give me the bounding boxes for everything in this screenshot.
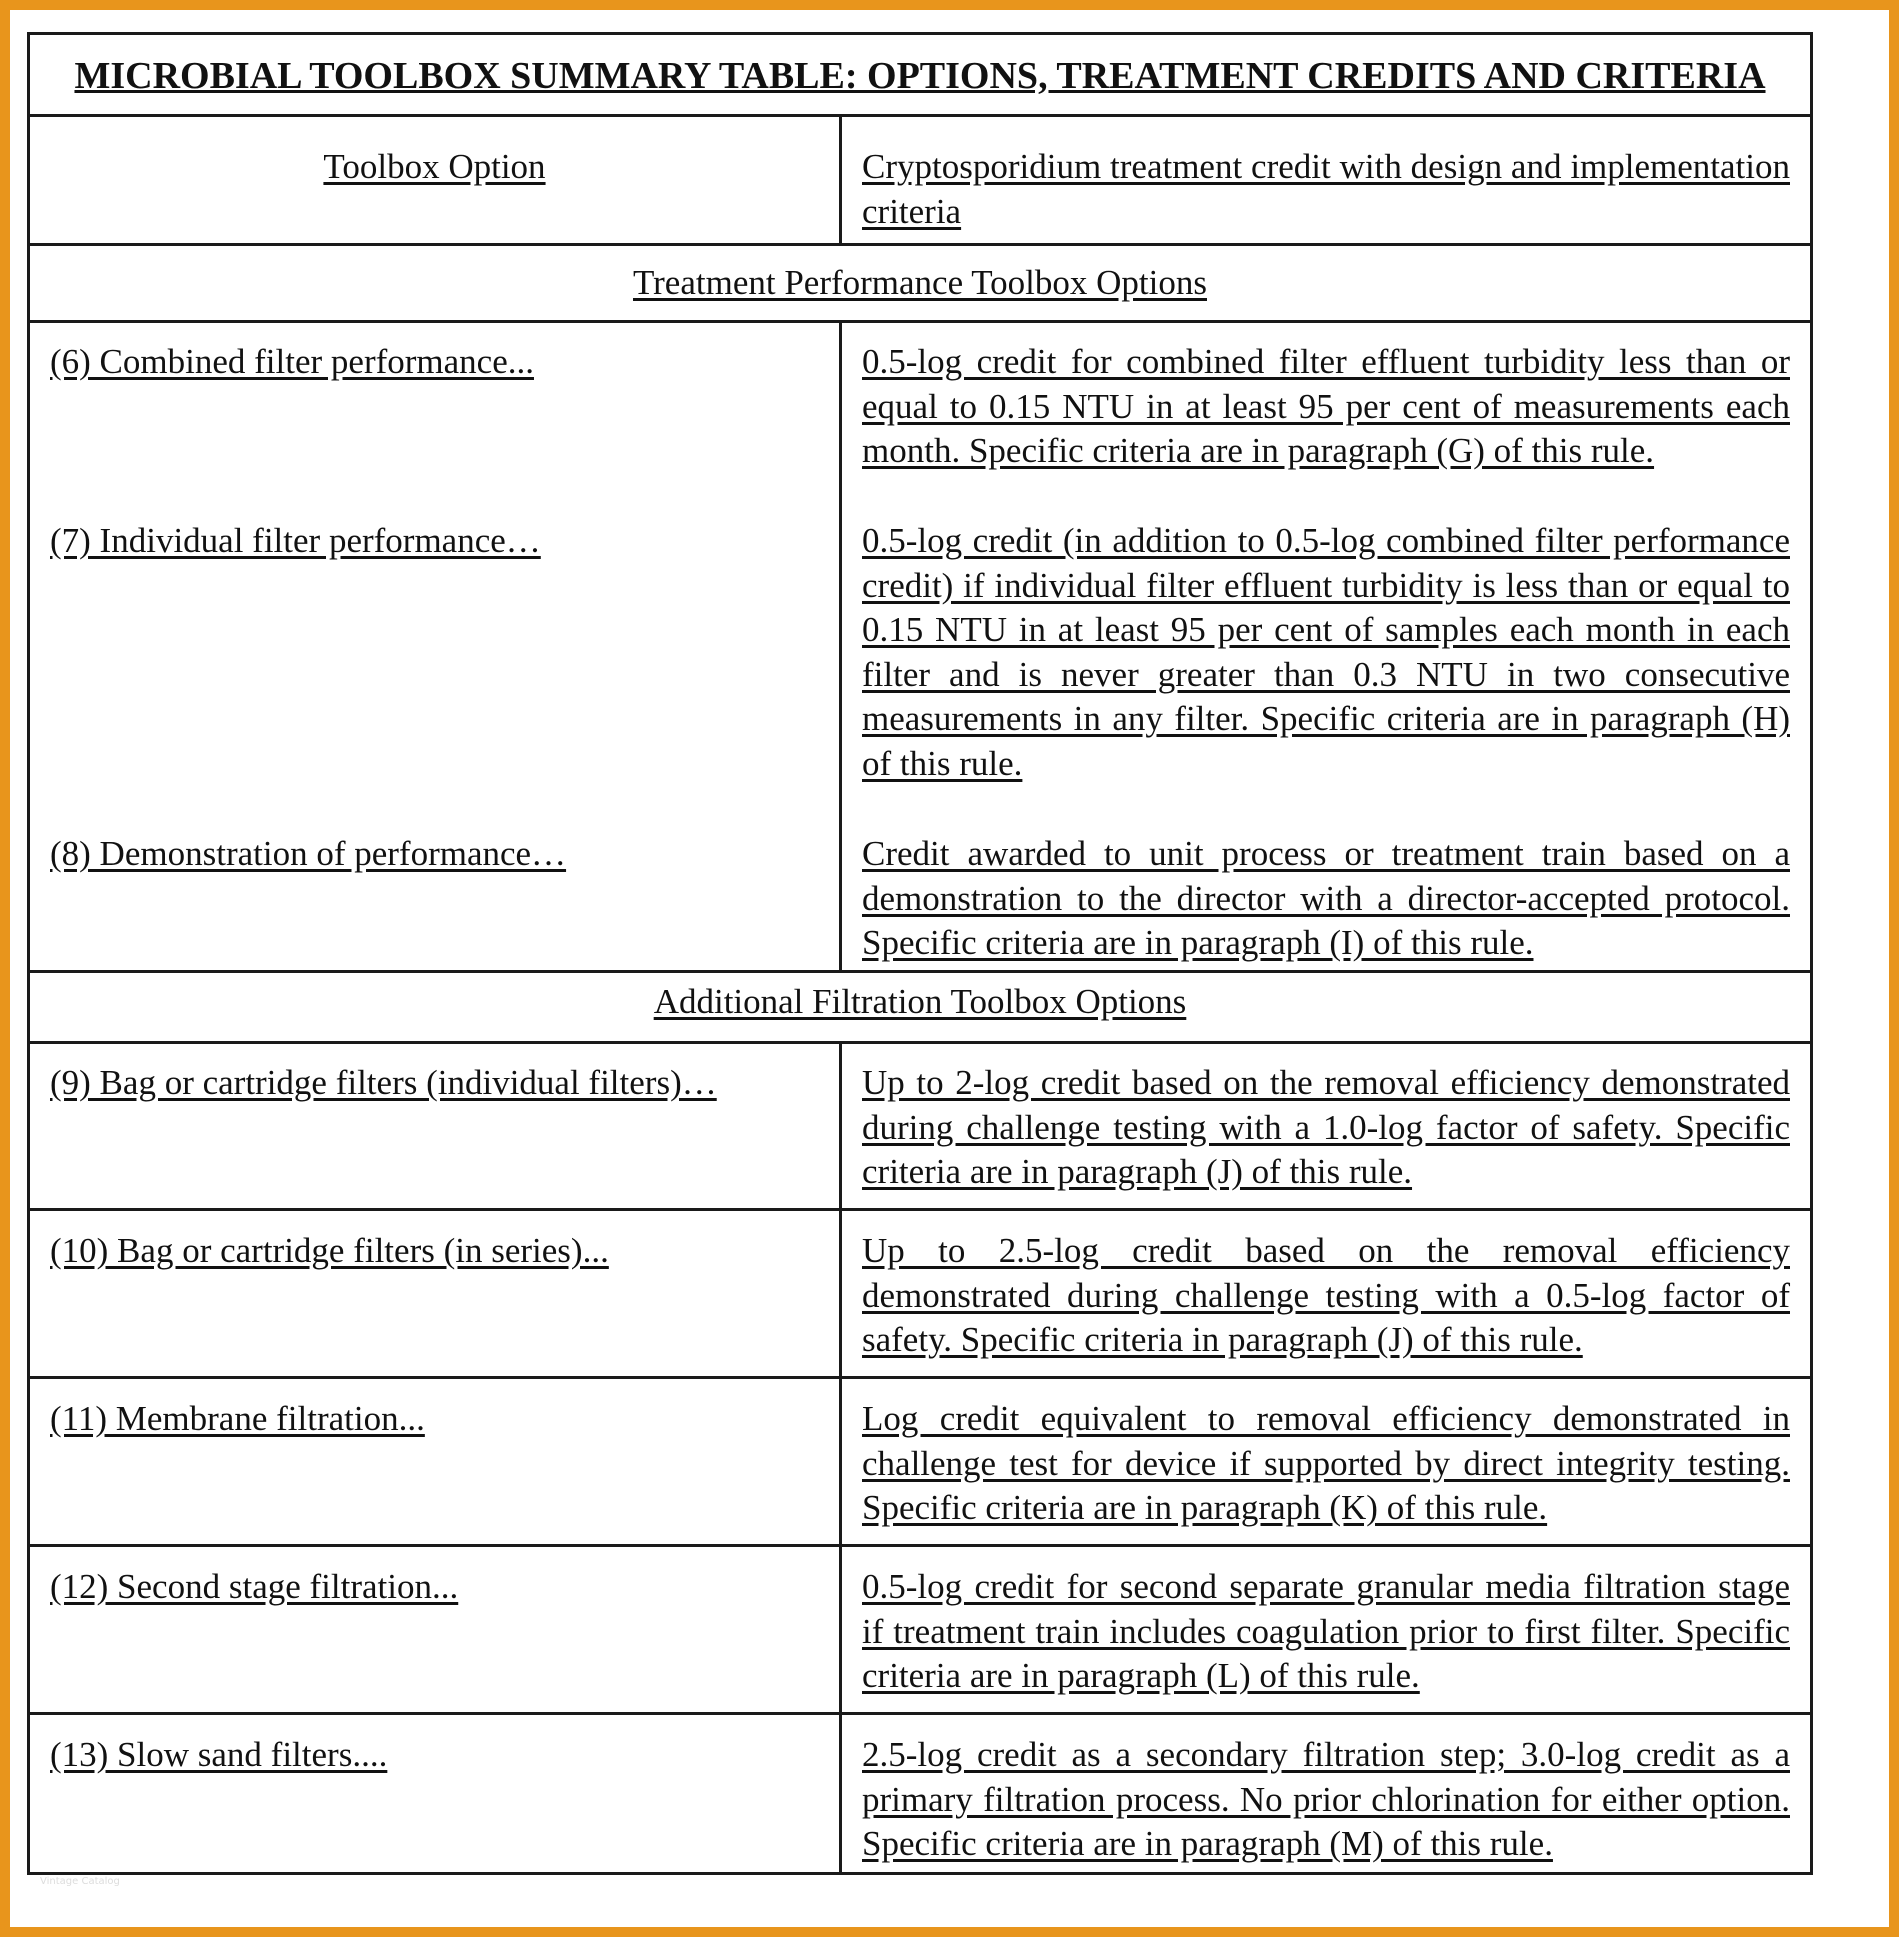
- column-divider: [839, 117, 842, 243]
- credit-text: 0.5-log credit for second separate granular media filtration stage if treatment train includes coagulation prior to first filter. Specific criteria are in paragraph (L) of this rule.: [862, 1567, 1790, 1696]
- option-label: (7) Individual filter performance…: [50, 521, 541, 560]
- option-label: (9) Bag or cartridge filters (individual filters)…: [50, 1063, 717, 1102]
- row-divider: [30, 1544, 1810, 1547]
- section-heading: Additional Filtration Toolbox Options: [653, 982, 1187, 1021]
- watermark: Vintage Catalog: [40, 1876, 120, 1887]
- option-label: (8) Demonstration of performance…: [50, 834, 567, 873]
- option-label: (6) Combined filter performance...: [50, 342, 534, 381]
- toolbox-summary-table: [27, 32, 1813, 1875]
- option-label: (10) Bag or cartridge filters (in series)...: [50, 1231, 609, 1270]
- row-divider: [30, 320, 1810, 323]
- document-page: [10, 10, 1889, 1927]
- option-label: (11) Membrane filtration...: [50, 1399, 425, 1438]
- row-divider: [30, 1208, 1810, 1211]
- credit-text: Credit awarded to unit process or treatment train based on a demonstration to the director with a director-accepted protocol. Specific criteria are in paragraph (I) of this rule.: [862, 834, 1790, 963]
- section-heading: Treatment Performance Toolbox Options: [633, 263, 1207, 302]
- option-label: (13) Slow sand filters....: [50, 1735, 388, 1774]
- table-title: MICROBIAL TOOLBOX SUMMARY TABLE: OPTIONS, TREATMENT CREDITS AND CRITERIA: [30, 35, 1810, 117]
- option-label: (12) Second stage filtration...: [50, 1567, 459, 1606]
- row-divider: [30, 1712, 1810, 1715]
- column-divider: [839, 320, 842, 970]
- credit-text: Up to 2.5-log credit based on the removal efficiency demonstrated during challenge testing with a 0.5-log factor of safety. Specific criteria in paragraph (J) of this rule.: [862, 1231, 1790, 1360]
- row-divider: [30, 1376, 1810, 1379]
- row-divider: [30, 243, 1810, 246]
- column-header-option: Toolbox Option: [323, 147, 546, 186]
- column-divider: [839, 1041, 842, 1875]
- credit-text: Up to 2-log credit based on the removal efficiency demonstrated during challenge testing with a 1.0-log factor of safety. Specific criteria are in paragraph (J) of this rule.: [862, 1063, 1790, 1192]
- credit-text: 2.5-log credit as a secondary filtration step; 3.0-log credit as a primary filtration process. No prior chlorination for either option. Specific criteria are in paragraph (M) of this rule.: [862, 1735, 1790, 1864]
- row-divider: [30, 970, 1810, 973]
- credit-text: 0.5-log credit for combined filter effluent turbidity less than or equal to 0.15 NTU in at least 95 per cent of measurements each month. Specific criteria are in paragraph (G) of this rule.: [862, 342, 1790, 471]
- column-header-credit: Cryptosporidium treatment credit with design and implementation criteria: [862, 147, 1790, 231]
- row-divider: [30, 1041, 1810, 1044]
- credit-text: 0.5-log credit (in addition to 0.5-log combined filter performance credit) if individual filter effluent turbidity is less than or equal to 0.15 NTU in at least 95 per cent of samples each month in each filter and is never greater than 0.3 NTU in two consecutive measurements in any filter. Specific criteria are in paragraph (H) of this rule.: [862, 521, 1790, 783]
- credit-text: Log credit equivalent to removal efficiency demonstrated in challenge test for device if supported by direct integrity testing. Specific criteria are in paragraph (K) of this rule.: [862, 1399, 1790, 1528]
